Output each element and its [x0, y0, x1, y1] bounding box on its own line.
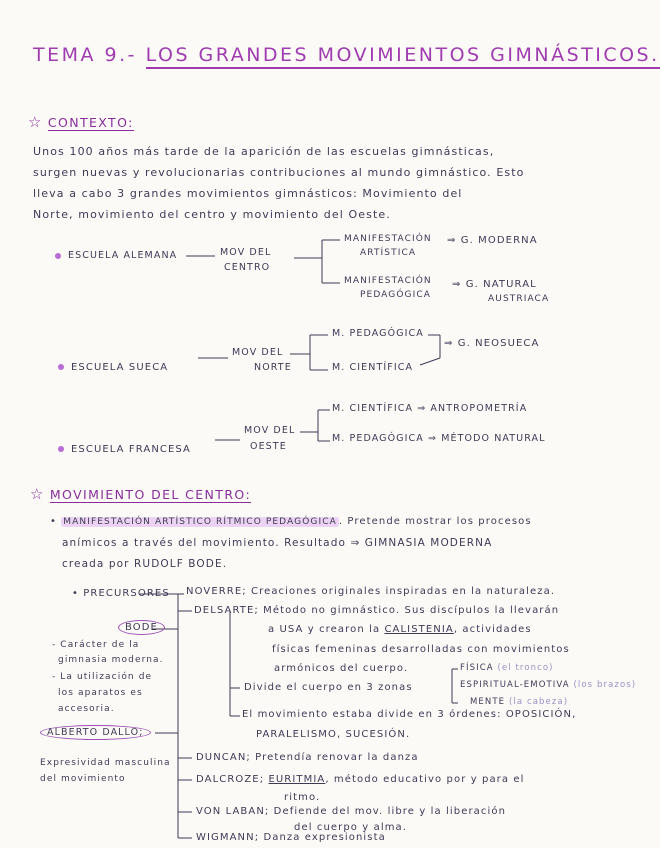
alemana-move-2: CENTRO	[224, 262, 271, 273]
zone-mente: MENTE (la cabeza)	[470, 697, 569, 707]
bode-note-1: - Carácter de la	[52, 640, 140, 650]
alemana-result1: ⇒ G. MODERNA	[447, 235, 538, 246]
dalloz-circled: ALBERTO DALLO;	[40, 727, 151, 738]
alemana-branch1-b: ARTÍSTICA	[360, 248, 417, 258]
sueca-result: ⇒ G. NEOSUECA	[444, 338, 540, 349]
bode-note-4: los aparatos es	[58, 688, 143, 698]
delsarte-line-4: armónicos del cuerpo.	[274, 663, 409, 674]
movimiento-line-2: anímicos a través del movimiento. Resultado ⇒ GIMNASIA MODERNA	[62, 537, 493, 549]
contexto-line-3: lleva a cabo 3 grandes movimientos gimnásticos: Movimiento del	[33, 187, 463, 200]
sueca-branch1: M. PEDAGÓGICA	[332, 328, 424, 339]
bode-note-5: accesoria.	[58, 704, 115, 714]
movimiento-line-3: creada por RUDOLF BODE.	[62, 558, 228, 570]
francesa-branch1: M. CIENTÍFICA ⇒ ANTROPOMETRÍA	[332, 403, 528, 414]
alemana-branch1-a: MANIFESTACIÓN	[344, 234, 432, 244]
orders-line-1: El movimiento estaba divide en 3 órdenes: OPOSICIÓN,	[242, 709, 577, 720]
delsarte-line-3: físicas femeninas desarrolladas con movimientos	[272, 644, 570, 655]
francesa-branch2: M. PEDAGÓGICA ⇒ MÉTODO NATURAL	[332, 433, 546, 444]
sueca-branch2: M. CIENTÍFICA	[332, 362, 414, 373]
contexto-line-4: Norte, movimiento del centro y movimiento del Oeste.	[33, 208, 391, 221]
star-icon: ☆	[28, 113, 43, 131]
contexto-line-2: surgen nuevas y revolucionarias contribuciones al mundo gimnástico. Esto	[33, 166, 525, 179]
school-alemana: ESCUELA ALEMANA	[55, 250, 177, 261]
sueca-move-1: MOV DEL	[232, 347, 284, 358]
alemana-move-1: MOV DEL	[220, 247, 272, 258]
laban-line-2: del cuerpo y alma.	[294, 822, 408, 833]
contexto-heading: ☆ CONTEXTO:	[28, 113, 134, 131]
delsarte-line-1: DELSARTE; Método no gimnástico. Sus discípulos la llevarán	[194, 605, 560, 616]
star-icon: ☆	[30, 485, 45, 503]
alemana-result2a: ⇒ G. NATURAL	[452, 279, 537, 290]
orders-line-2: PARALELISMO, SUCESIÓN.	[256, 729, 411, 740]
zone-fisica: FÍSICA (el tronco)	[460, 663, 554, 673]
francesa-move-2: OESTE	[250, 441, 287, 452]
bullet-icon	[58, 364, 64, 370]
title-main: LOS GRANDES MOVIMIENTOS GIMNÁSTICOS.	[146, 44, 660, 69]
dalcroze-line-2: ritmo.	[284, 792, 321, 803]
page-title	[33, 44, 660, 66]
bode-note-3: - La utilización de	[52, 672, 153, 682]
duncan-line: DUNCAN; Pretendía renovar la danza	[196, 752, 419, 763]
movimiento-heading: ☆ MOVIMIENTO DEL CENTRO:	[30, 485, 252, 503]
zone-espiritual: ESPIRITUAL-EMOTIVA (los brazos)	[460, 680, 637, 690]
movimiento-line-1: • MANIFESTACIÓN ARTÍSTICO RÍTMICO PEDAGÓGICA . Pretende mostrar los procesos	[50, 516, 532, 527]
laban-line-1: VON LABAN; Defiende del mov. libre y la liberación	[196, 806, 507, 817]
dalloz-note-2: del movimiento	[40, 774, 126, 784]
bode-note-2: gimnasia moderna.	[58, 655, 164, 665]
manif-highlight: MANIFESTACIÓN ARTÍSTICO RÍTMICO PEDAGÓGICA	[63, 517, 337, 527]
alemana-result2b: AUSTRIACA	[488, 294, 550, 304]
noverre-line: NOVERRE; Creaciones originales inspiradas en la naturaleza.	[186, 586, 556, 597]
contexto-line-1: Unos 100 años más tarde de la aparición de las escuelas gimnásticas,	[33, 145, 495, 158]
precursores-label: • PRECURSORES	[72, 588, 170, 599]
bullet-icon	[58, 446, 64, 452]
wigman-line: WIGMANN; Danza expresionista	[196, 832, 386, 843]
dalloz-note-1: Expresividad masculina	[40, 758, 171, 768]
dalcroze-line-1: DALCROZE; EURITMIA, método educativo por y para el	[196, 774, 525, 785]
title-prefix: TEMA 9.-	[33, 44, 138, 66]
sueca-move-2: NORTE	[254, 362, 292, 373]
alemana-branch2-b: PEDAGÓGICA	[360, 290, 432, 300]
bullet-icon	[55, 253, 61, 259]
school-sueca: ESCUELA SUECA	[58, 362, 168, 373]
divide-line: Divide el cuerpo en 3 zonas	[244, 682, 413, 693]
delsarte-line-2: a USA y crearon la CALISTENIA, actividades	[268, 624, 532, 635]
francesa-move-1: MOV DEL	[244, 425, 296, 436]
school-francesa: ESCUELA FRANCESA	[58, 444, 191, 455]
alemana-branch2-a: MANIFESTACIÓN	[344, 276, 432, 286]
bode-circled: BODE	[118, 622, 165, 633]
